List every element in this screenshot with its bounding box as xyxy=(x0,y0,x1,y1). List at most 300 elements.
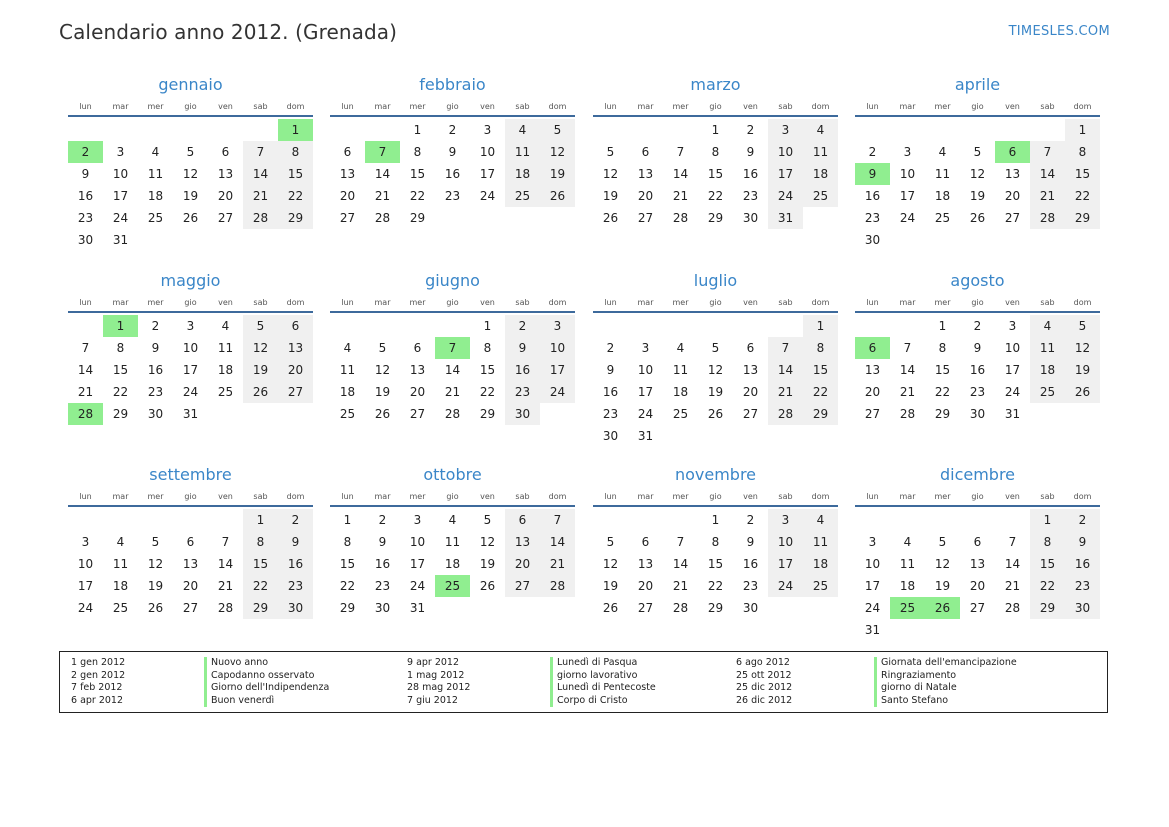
site-link[interactable]: TIMESLES.COM xyxy=(1008,24,1110,39)
day-cell: 22 xyxy=(278,185,313,207)
weekday-label: gio xyxy=(709,102,722,111)
day-cell: 26 xyxy=(1065,381,1100,403)
day-cell: 26 xyxy=(602,601,619,615)
day-cell: 20 xyxy=(339,189,356,203)
day-cell: 27 xyxy=(742,407,759,421)
day-grid xyxy=(330,315,575,425)
day-cell: 23 xyxy=(602,407,619,421)
day-cell: 5 xyxy=(186,145,195,159)
day-cell: 12 xyxy=(602,557,619,571)
empty-cell xyxy=(68,119,103,141)
weekday-label: gio xyxy=(709,298,722,307)
day-cell: 10 xyxy=(540,337,575,359)
day-cell: 22 xyxy=(479,385,496,399)
holiday-day: 1 xyxy=(278,119,313,141)
day-cell: 30 xyxy=(278,597,313,619)
weekday-label: mar xyxy=(899,492,916,501)
day-cell: 18 xyxy=(147,189,164,203)
weekday-label: mer xyxy=(672,298,689,307)
day-cell: 15 xyxy=(409,167,426,181)
day-cell: 23 xyxy=(1065,575,1100,597)
weekday-label: ven xyxy=(1005,492,1020,501)
day-cell: 9 xyxy=(378,535,387,549)
holiday-day: 1 xyxy=(103,315,138,337)
day-cell: 14 xyxy=(1004,557,1021,571)
day-grid xyxy=(330,119,575,229)
weekday-header xyxy=(330,294,575,313)
day-cell: 21 xyxy=(217,579,234,593)
day-cell: 5 xyxy=(606,145,615,159)
day-cell: 6 xyxy=(641,535,650,549)
day-cell: 22 xyxy=(1030,575,1065,597)
day-cell: 18 xyxy=(339,385,356,399)
weekday-label: dom xyxy=(811,102,830,111)
weekday-label: lun xyxy=(604,298,617,307)
day-cell: 1 xyxy=(1065,119,1100,141)
day-cell: 21 xyxy=(672,189,689,203)
day-cell: 7 xyxy=(540,509,575,531)
legend-dates-column xyxy=(736,657,792,707)
day-cell: 27 xyxy=(217,211,234,225)
day-cell: 29 xyxy=(112,407,129,421)
day-cell: 19 xyxy=(147,579,164,593)
day-cell: 8 xyxy=(711,145,720,159)
weekday-label: gio xyxy=(971,102,984,111)
day-cell: 26 xyxy=(969,211,986,225)
day-cell: 11 xyxy=(217,341,234,355)
day-cell: 4 xyxy=(676,341,685,355)
empty-cell xyxy=(925,119,960,141)
day-cell: 5 xyxy=(1065,315,1100,337)
day-cell: 19 xyxy=(602,579,619,593)
day-cell: 21 xyxy=(672,579,689,593)
day-cell: 5 xyxy=(483,513,492,527)
day-cell: 23 xyxy=(742,189,759,203)
day-cell: 29 xyxy=(278,207,313,229)
empty-cell xyxy=(890,315,925,337)
day-cell: 7 xyxy=(1008,535,1017,549)
weekday-label: mer xyxy=(147,102,164,111)
day-cell: 29 xyxy=(479,407,496,421)
weekday-label: sab xyxy=(253,492,268,501)
empty-cell xyxy=(435,315,470,337)
day-cell: 9 xyxy=(973,341,982,355)
day-cell: 6 xyxy=(641,145,650,159)
day-cell: 17 xyxy=(768,553,803,575)
holiday-day: 26 xyxy=(925,597,960,619)
day-cell: 1 xyxy=(413,123,422,137)
day-cell: 14 xyxy=(1030,163,1065,185)
day-cell: 17 xyxy=(864,579,881,593)
day-cell: 3 xyxy=(413,513,422,527)
day-grid xyxy=(68,119,313,251)
day-cell: 17 xyxy=(899,189,916,203)
empty-cell xyxy=(698,315,733,337)
day-cell: 17 xyxy=(182,363,199,377)
day-cell: 15 xyxy=(707,557,724,571)
weekday-label: ven xyxy=(480,102,495,111)
day-cell: 21 xyxy=(768,381,803,403)
weekday-label: dom xyxy=(1073,492,1092,501)
day-cell: 22 xyxy=(803,381,838,403)
day-cell: 12 xyxy=(934,557,951,571)
empty-cell xyxy=(243,119,278,141)
empty-cell xyxy=(628,315,663,337)
day-cell: 7 xyxy=(243,141,278,163)
weekday-header xyxy=(855,294,1100,313)
day-cell: 29 xyxy=(339,601,356,615)
day-cell: 26 xyxy=(540,185,575,207)
day-cell: 21 xyxy=(540,553,575,575)
holiday-date: 2 gen 2012 xyxy=(71,669,126,681)
day-cell: 7 xyxy=(221,535,230,549)
day-cell: 24 xyxy=(479,189,496,203)
weekday-header xyxy=(68,98,313,117)
day-cell: 16 xyxy=(602,385,619,399)
day-cell: 11 xyxy=(803,141,838,163)
day-cell: 19 xyxy=(540,163,575,185)
day-cell: 29 xyxy=(707,211,724,225)
day-cell: 6 xyxy=(278,315,313,337)
month-dicembre xyxy=(855,464,1100,641)
day-cell: 9 xyxy=(746,145,755,159)
day-cell: 25 xyxy=(147,211,164,225)
month-agosto xyxy=(855,270,1100,425)
day-cell: 18 xyxy=(112,579,129,593)
day-cell: 22 xyxy=(1065,185,1100,207)
day-cell: 23 xyxy=(742,579,759,593)
holiday-name: Giornata dell'emancipazione xyxy=(874,657,1017,670)
day-cell: 15 xyxy=(1065,163,1100,185)
holiday-date: 25 dic 2012 xyxy=(736,682,793,693)
day-cell: 27 xyxy=(409,407,426,421)
day-cell: 11 xyxy=(672,363,689,377)
weekday-label: dom xyxy=(286,298,305,307)
day-cell: 25 xyxy=(505,185,540,207)
day-cell: 7 xyxy=(768,337,803,359)
day-cell: 1 xyxy=(1030,509,1065,531)
empty-cell xyxy=(733,315,768,337)
day-cell: 13 xyxy=(278,337,313,359)
day-grid xyxy=(593,119,838,229)
day-cell: 16 xyxy=(77,189,94,203)
day-cell: 22 xyxy=(243,575,278,597)
day-cell: 27 xyxy=(637,211,654,225)
weekday-label: lun xyxy=(604,492,617,501)
day-cell: 2 xyxy=(746,513,755,527)
day-cell: 22 xyxy=(409,189,426,203)
month-settembre xyxy=(68,464,313,619)
day-cell: 15 xyxy=(803,359,838,381)
day-grid xyxy=(593,315,838,447)
holiday-date: 25 ott 2012 xyxy=(736,669,792,681)
day-cell: 23 xyxy=(444,189,461,203)
day-cell: 13 xyxy=(742,363,759,377)
day-cell: 21 xyxy=(77,385,94,399)
empty-cell xyxy=(593,509,628,531)
empty-cell xyxy=(628,509,663,531)
weekday-label: mar xyxy=(374,492,391,501)
day-cell: 11 xyxy=(505,141,540,163)
day-cell: 1 xyxy=(711,513,720,527)
weekday-label: sab xyxy=(515,492,530,501)
day-cell: 28 xyxy=(899,407,916,421)
holiday-date: 6 apr 2012 xyxy=(71,694,124,706)
day-cell: 9 xyxy=(606,363,615,377)
weekday-label: mer xyxy=(409,102,426,111)
day-cell: 12 xyxy=(243,337,278,359)
day-cell: 16 xyxy=(742,557,759,571)
day-cell: 25 xyxy=(339,407,356,421)
weekday-label: sab xyxy=(778,298,793,307)
day-cell: 19 xyxy=(243,359,278,381)
day-cell: 28 xyxy=(672,601,689,615)
day-cell: 5 xyxy=(243,315,278,337)
day-cell: 4 xyxy=(221,319,230,333)
holiday-day: 28 xyxy=(68,403,103,425)
day-cell: 12 xyxy=(1065,337,1100,359)
empty-cell xyxy=(890,119,925,141)
empty-cell xyxy=(593,119,628,141)
holiday-day: 7 xyxy=(435,337,470,359)
weekday-label: ven xyxy=(743,298,758,307)
day-cell: 11 xyxy=(147,167,164,181)
day-cell: 23 xyxy=(969,385,986,399)
day-cell: 24 xyxy=(77,601,94,615)
day-cell: 17 xyxy=(1004,363,1021,377)
holiday-name: Giorno dell'Indipendenza xyxy=(204,682,329,695)
empty-cell xyxy=(768,315,803,337)
day-grid xyxy=(855,315,1100,425)
day-cell: 3 xyxy=(483,123,492,137)
day-cell: 1 xyxy=(803,315,838,337)
weekday-header xyxy=(593,294,838,313)
day-cell: 20 xyxy=(409,385,426,399)
holiday-name: giorno di Natale xyxy=(874,682,1017,695)
month-name: giugno xyxy=(425,271,480,290)
holiday-name: Nuovo anno xyxy=(204,657,329,670)
day-cell: 27 xyxy=(864,407,881,421)
weekday-label: mer xyxy=(934,102,951,111)
day-cell: 21 xyxy=(899,385,916,399)
legend-dates-column xyxy=(407,657,470,707)
weekday-label: lun xyxy=(341,492,354,501)
day-cell: 3 xyxy=(768,509,803,531)
weekday-label: sab xyxy=(1040,102,1055,111)
day-cell: 12 xyxy=(147,557,164,571)
legend-names-column xyxy=(204,657,329,707)
empty-cell xyxy=(330,119,365,141)
day-cell: 31 xyxy=(768,207,803,229)
day-cell: 31 xyxy=(1004,407,1021,421)
day-cell: 3 xyxy=(868,535,877,549)
weekday-header xyxy=(593,98,838,117)
empty-cell xyxy=(68,509,103,531)
day-cell: 18 xyxy=(803,553,838,575)
day-cell: 15 xyxy=(243,553,278,575)
weekday-label: lun xyxy=(79,492,92,501)
holiday-name: Capodanno osservato xyxy=(204,670,329,683)
day-cell: 9 xyxy=(505,337,540,359)
day-cell: 14 xyxy=(243,163,278,185)
day-grid xyxy=(68,509,313,619)
day-cell: 10 xyxy=(182,341,199,355)
day-cell: 12 xyxy=(182,167,199,181)
weekday-label: dom xyxy=(1073,298,1092,307)
weekday-label: sab xyxy=(1040,298,1055,307)
day-cell: 28 xyxy=(672,211,689,225)
weekday-label: ven xyxy=(743,102,758,111)
day-cell: 16 xyxy=(147,363,164,377)
day-cell: 6 xyxy=(973,535,982,549)
holiday-day: 6 xyxy=(995,141,1030,163)
month-giugno xyxy=(330,270,575,425)
day-cell: 30 xyxy=(1065,597,1100,619)
day-cell: 30 xyxy=(374,601,391,615)
weekday-label: mar xyxy=(899,298,916,307)
day-cell: 14 xyxy=(444,363,461,377)
day-cell: 12 xyxy=(969,167,986,181)
day-cell: 24 xyxy=(540,381,575,403)
day-cell: 24 xyxy=(409,579,426,593)
day-cell: 4 xyxy=(1030,315,1065,337)
day-cell: 26 xyxy=(374,407,391,421)
day-cell: 30 xyxy=(77,233,94,247)
weekday-label: dom xyxy=(548,102,567,111)
day-cell: 31 xyxy=(409,601,426,615)
day-cell: 30 xyxy=(742,601,759,615)
holiday-name: Buon venerdì xyxy=(204,695,329,708)
holiday-name: giorno lavorativo xyxy=(550,670,656,683)
day-cell: 22 xyxy=(707,189,724,203)
month-name: marzo xyxy=(690,75,741,94)
day-cell: 12 xyxy=(707,363,724,377)
day-cell: 10 xyxy=(479,145,496,159)
day-cell: 2 xyxy=(868,145,877,159)
month-ottobre xyxy=(330,464,575,619)
day-cell: 23 xyxy=(864,211,881,225)
day-cell: 22 xyxy=(112,385,129,399)
day-cell: 19 xyxy=(969,189,986,203)
day-cell: 20 xyxy=(742,385,759,399)
day-cell: 3 xyxy=(1008,319,1017,333)
day-cell: 18 xyxy=(672,385,689,399)
day-cell: 15 xyxy=(479,363,496,377)
day-cell: 17 xyxy=(112,189,129,203)
day-cell: 2 xyxy=(278,509,313,531)
empty-cell xyxy=(365,119,400,141)
day-cell: 2 xyxy=(746,123,755,137)
empty-cell xyxy=(855,509,890,531)
day-cell: 13 xyxy=(339,167,356,181)
weekday-label: lun xyxy=(341,298,354,307)
day-cell: 16 xyxy=(374,557,391,571)
weekday-label: dom xyxy=(811,298,830,307)
holiday-day: 25 xyxy=(435,575,470,597)
day-cell: 18 xyxy=(803,163,838,185)
empty-cell xyxy=(208,509,243,531)
weekday-label: lun xyxy=(866,102,879,111)
weekday-label: gio xyxy=(446,492,459,501)
day-cell: 6 xyxy=(186,535,195,549)
day-cell: 20 xyxy=(637,189,654,203)
day-cell: 23 xyxy=(77,211,94,225)
day-cell: 10 xyxy=(899,167,916,181)
empty-cell xyxy=(960,509,995,531)
day-grid xyxy=(330,509,575,619)
day-cell: 17 xyxy=(77,579,94,593)
empty-cell xyxy=(208,119,243,141)
day-cell: 21 xyxy=(1004,579,1021,593)
weekday-label: sab xyxy=(1040,492,1055,501)
day-cell: 2 xyxy=(151,319,160,333)
day-cell: 3 xyxy=(768,119,803,141)
day-cell: 28 xyxy=(243,207,278,229)
empty-cell xyxy=(400,315,435,337)
month-maggio xyxy=(68,270,313,425)
weekday-header xyxy=(68,488,313,507)
weekday-label: mer xyxy=(147,298,164,307)
day-cell: 24 xyxy=(899,211,916,225)
day-cell: 20 xyxy=(864,385,881,399)
weekday-label: mar xyxy=(637,492,654,501)
holiday-date: 1 gen 2012 xyxy=(71,657,126,668)
month-name: febbraio xyxy=(419,75,486,94)
day-cell: 21 xyxy=(1030,185,1065,207)
empty-cell xyxy=(103,509,138,531)
day-cell: 8 xyxy=(413,145,422,159)
day-cell: 19 xyxy=(602,189,619,203)
empty-cell xyxy=(890,509,925,531)
day-cell: 25 xyxy=(112,601,129,615)
day-cell: 8 xyxy=(1065,141,1100,163)
weekday-label: gio xyxy=(184,492,197,501)
day-cell: 10 xyxy=(112,167,129,181)
weekday-label: ven xyxy=(218,298,233,307)
weekday-label: sab xyxy=(253,298,268,307)
day-cell: 10 xyxy=(768,141,803,163)
day-cell: 4 xyxy=(803,509,838,531)
weekday-label: gio xyxy=(446,298,459,307)
legend-names-column xyxy=(550,657,656,707)
month-name: novembre xyxy=(674,465,757,484)
weekday-label: lun xyxy=(79,298,92,307)
day-cell: 15 xyxy=(278,163,313,185)
day-cell: 5 xyxy=(711,341,720,355)
day-cell: 25 xyxy=(672,407,689,421)
holiday-name: Ringraziamento xyxy=(874,670,1017,683)
weekday-label: mer xyxy=(409,492,426,501)
day-cell: 3 xyxy=(116,145,125,159)
empty-cell xyxy=(855,315,890,337)
day-grid xyxy=(855,509,1100,641)
day-cell: 16 xyxy=(969,363,986,377)
day-cell: 9 xyxy=(151,341,160,355)
day-cell: 24 xyxy=(637,407,654,421)
day-cell: 23 xyxy=(374,579,391,593)
day-cell: 20 xyxy=(637,579,654,593)
day-cell: 12 xyxy=(479,535,496,549)
month-febbraio xyxy=(330,74,575,229)
day-cell: 10 xyxy=(864,557,881,571)
holiday-name: Lunedì di Pentecoste xyxy=(550,682,656,695)
day-cell: 8 xyxy=(278,141,313,163)
day-cell: 5 xyxy=(378,341,387,355)
weekday-label: dom xyxy=(286,102,305,111)
day-cell: 24 xyxy=(112,211,129,225)
month-name: agosto xyxy=(950,271,1005,290)
day-cell: 28 xyxy=(768,403,803,425)
